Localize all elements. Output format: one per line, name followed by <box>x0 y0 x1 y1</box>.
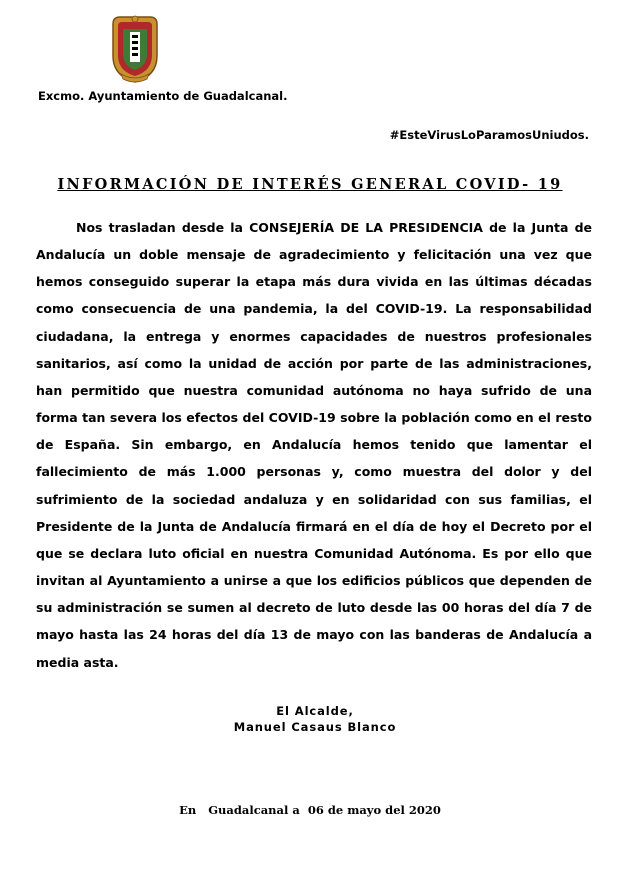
municipal-crest-logo <box>107 14 163 84</box>
hashtag: #EsteVirusLoParamosUniudos. <box>389 128 589 142</box>
signature-block <box>230 703 400 735</box>
signature-name: Manuel Casaus Blanco <box>233 720 397 734</box>
signature-role: El Alcalde, <box>276 704 354 718</box>
document-title: INFORMACIÓN DE INTERÉS GENERAL COVID- 19 <box>57 176 563 193</box>
date-line: En Guadalcanal a 06 de mayo del 2020 <box>179 803 441 817</box>
organization-name: Excmo. Ayuntamiento de Guadalcanal. <box>38 89 288 103</box>
body-paragraph: Nos trasladan desde la CONSEJERÍA DE LA PRESIDENCIA de la Junta de Andalucía un doble mensaje de agradecimiento y felicitación una vez que hemos conseguido superar la etapa más dura vivida en las últimas décadas como consecuencia de una pandemia, la del COVID-19. La responsabilidad ciudadana, la entrega y enormes capacidades de nuestros profesionales sanitarios, así como la unidad de acción por parte de las administraciones, han permitido que nuestra comunidad autónoma no haya sufrido de una forma tan severa los efectos del COVID-19 sobre la población como en el resto de España. Sin embargo, en Andalucía hemos tenido que lamentar el fallecimiento de más 1.000 personas y, como muestra del dolor y del sufrimiento de la sociedad andaluza y en solidaridad con sus familias, el Presidente de la Junta de Andalucía firmará en el día de hoy el Decreto por el que se declara luto oficial en nuestra Comunidad Autónoma. Es por ello que invitan al Ayuntamiento a unirse a que los edificios públicos que dependen de su administración se sumen al decreto de luto desde las 00 horas del día 7 de mayo hasta las 24 horas del día 13 de mayo con las banderas de Andalucía a media asta. <box>36 220 592 670</box>
